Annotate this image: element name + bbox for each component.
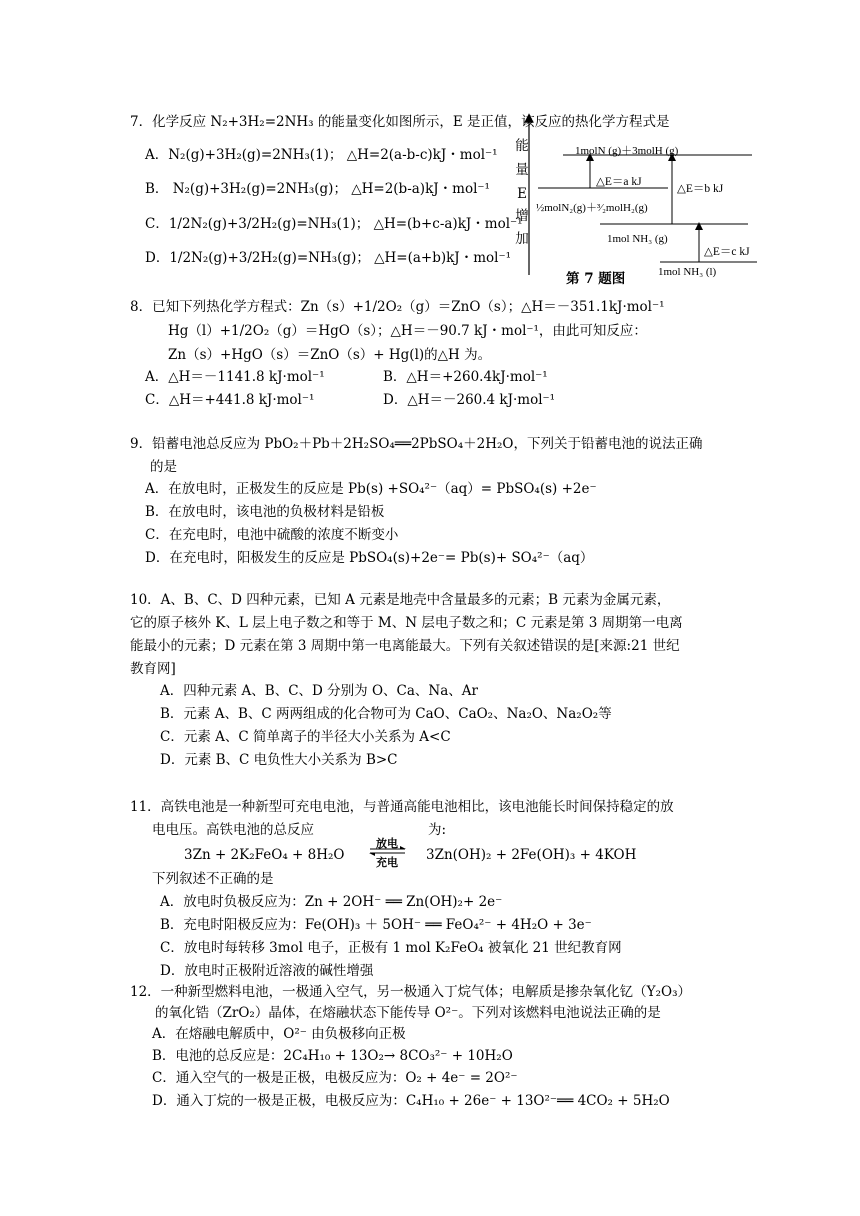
- figure-caption: 第 7 题图: [566, 271, 626, 287]
- q9-line1: 9．铅蓄电池总反应为 PbO₂＋Pb＋2H₂SO₄══2PbSO₄＋2H₂O，下列关于铅蓄电池的说法正确: [130, 436, 703, 452]
- level-reactant-label: ½molN₂(g)＋³⁄₂molH₂(g): [536, 202, 648, 214]
- q11-eq-left: 3Zn + 2K₂FeO₄ + 8H₂O: [184, 847, 345, 863]
- q11-option-d: D．放电时正极附近溶液的碱性增强: [160, 963, 374, 979]
- q12-option-c: C．通入空气的一极是正极，电极反应为：O₂ + 4e⁻ = 2O²⁻: [152, 1070, 518, 1086]
- q10-line1: 10．A、B、C、D 四种元素，已知 A 元素是地壳中含量最多的元素；B 元素为金属元素，: [130, 592, 671, 608]
- q10-line3: 能最小的元素；D 元素在第 3 周期中第一电离能最大。下列有关叙述错误的是[来源:21 世纪: [130, 638, 680, 654]
- q12-line2: 的氧化锆（ZrO₂）晶体，在熔融状态下能传导 O²⁻。下列对该燃料电池说法正确的是: [155, 1005, 661, 1021]
- q11-eq-right: 3Zn(OH)₂ + 2Fe(OH)₃ + 4KOH: [426, 847, 637, 863]
- delta-b-label: △E＝b kJ: [677, 183, 724, 195]
- q8-line2: Hg（l）+1/2O₂（g）＝HgO（s）；△H＝－90.7 kJ・mol⁻¹，由此可知反应：: [168, 323, 647, 339]
- q8-line3: Zn（s）+HgO（s）＝ZnO（s）+ Hg(l)的△H 为。: [168, 347, 492, 363]
- q7-stem: 7．化学反应 N₂+3H₂=2NH₃ 的能量变化如图所示，E 是正值，该反应的热化学方程式是: [130, 114, 670, 130]
- q10-option-d: D．元素 B、C 电负性大小关系为 B>C: [160, 752, 398, 768]
- q9-option-b: B．在放电时，该电池的负极材料是铅板: [145, 504, 385, 520]
- q11-option-c: C．放电时每转移 3mol 电子，正极有 1 mol K₂FeO₄ 被氧化 21 世纪教育网: [160, 940, 622, 956]
- q8-option-a: A．△H＝－1141.8 kJ·mol⁻¹: [145, 369, 325, 385]
- axis-label-5: 加: [515, 231, 529, 247]
- q12-line1: 12．一种新型燃料电池，一极通入空气，另一极通入丁烷气体；电解质是掺杂氧化钇（Y₂O₃）: [130, 984, 691, 1000]
- q10-option-b: B．元素 A、B、C 两两组成的化合物可为 CaO、CaO₂、Na₂O、Na₂O₂等: [160, 706, 612, 722]
- q8-line1: 8．已知下列热化学方程式：Zn（s）+1/2O₂（g）＝ZnO（s）；△H＝－351.1kJ·mol⁻¹: [130, 299, 665, 315]
- q7-option-b: B． N₂(g)+3H₂(g)=2NH₃(g)； △H=2(b-a)kJ・mol⁻¹: [145, 181, 490, 197]
- q7-option-d: D．1/2N₂(g)+3/2H₂(g)=NH₃(g)； △H=(a+b)kJ・mol⁻¹: [145, 250, 512, 266]
- q11-option-a: A．放电时负极反应为：Zn + 2OH⁻ ══ Zn(OH)₂+ 2e⁻: [160, 894, 503, 910]
- q9-line2: 的是: [150, 459, 177, 475]
- q8-option-b: B．△H＝+260.4kJ·mol⁻¹: [383, 369, 548, 385]
- q11-arrow-bottom: 充电: [376, 856, 398, 869]
- q8-option-d: D．△H＝－260.4 kJ·mol⁻¹: [383, 392, 556, 408]
- q9-option-c: C．在充电时，电池中硫酸的浓度不断变小: [145, 527, 399, 543]
- q11-arrow-top: 放电: [376, 837, 398, 850]
- q11-option-b: B．充电时阳极反应为：Fe(OH)₃ ＋ 5OH⁻ ══ FeO₄²⁻ + 4H₂O + 3e⁻: [160, 917, 592, 933]
- q10-line4: 教育网]: [130, 661, 176, 677]
- axis-label-4: 增: [515, 208, 529, 224]
- q11-line1: 11．高铁电池是一种新型可充电电池，与普通高能电池相比，该电池能长时间保持稳定的放: [130, 799, 674, 815]
- q10-line2: 它的原子核外 K、L 层上电子数之和等于 M、N 层电子数之和；C 元素是第 3 周期第一电离: [130, 615, 683, 631]
- q10-option-a: A．四种元素 A、B、C、D 分别为 O、Ca、Na、Ar: [160, 683, 478, 699]
- q8-option-c: C．△H＝+441.8 kJ·mol⁻¹: [145, 392, 315, 408]
- level-gas-label: 1mol NH₃ (g): [607, 233, 668, 245]
- delta-c-label: △E＝c kJ: [704, 246, 750, 258]
- level-liquid-label: 1mol NH₃ (l): [658, 266, 717, 278]
- q11-line4: 下列叙述不正确的是: [152, 871, 274, 887]
- axis-label-3: E: [517, 186, 527, 202]
- q11-line2a: 电电压。高铁电池的总反应: [152, 822, 314, 838]
- q10-option-c: C．元素 A、C 简单离子的半径大小关系为 A<C: [160, 729, 451, 745]
- q11-line2b: 为:: [428, 822, 447, 838]
- delta-a-label: △E＝a kJ: [596, 176, 642, 188]
- q12-option-d: D．通入丁烷的一极是正极，电极反应为：C₄H₁₀ + 26e⁻ + 13O²⁻══ 4CO₂ + 5H₂O: [152, 1093, 670, 1109]
- q7-option-a: A．N₂(g)+3H₂(g)=2NH₃(1)； △H=2(a-b-c)kJ・mol⁻¹: [145, 147, 498, 163]
- q12-option-a: A．在熔融电解质中，O²⁻ 由负极移向正极: [152, 1026, 406, 1042]
- q9-option-d: D．在充电时，阳极发生的反应是 PbSO₄(s)+2e⁻= Pb(s)+ SO₄²⁻（aq）: [145, 550, 594, 566]
- q12-option-b: B．电池的总反应是：2C₄H₁₀ + 13O₂→ 8CO₃²⁻ + 10H₂O: [152, 1048, 513, 1064]
- level-top-label: 1molN (g)＋3molH (g): [575, 145, 679, 157]
- axis-label-2: 量: [515, 162, 529, 178]
- q7-option-c: C．1/2N₂(g)+3/2H₂(g)=NH₃(1)； △H=(b+c-a)kJ・mol⁻¹: [145, 216, 523, 232]
- axis-label-1: 能: [515, 138, 529, 154]
- q9-option-a: A．在放电时，正极发生的反应是 Pb(s) +SO₄²⁻（aq）= PbSO₄(s) +2e⁻: [145, 481, 597, 497]
